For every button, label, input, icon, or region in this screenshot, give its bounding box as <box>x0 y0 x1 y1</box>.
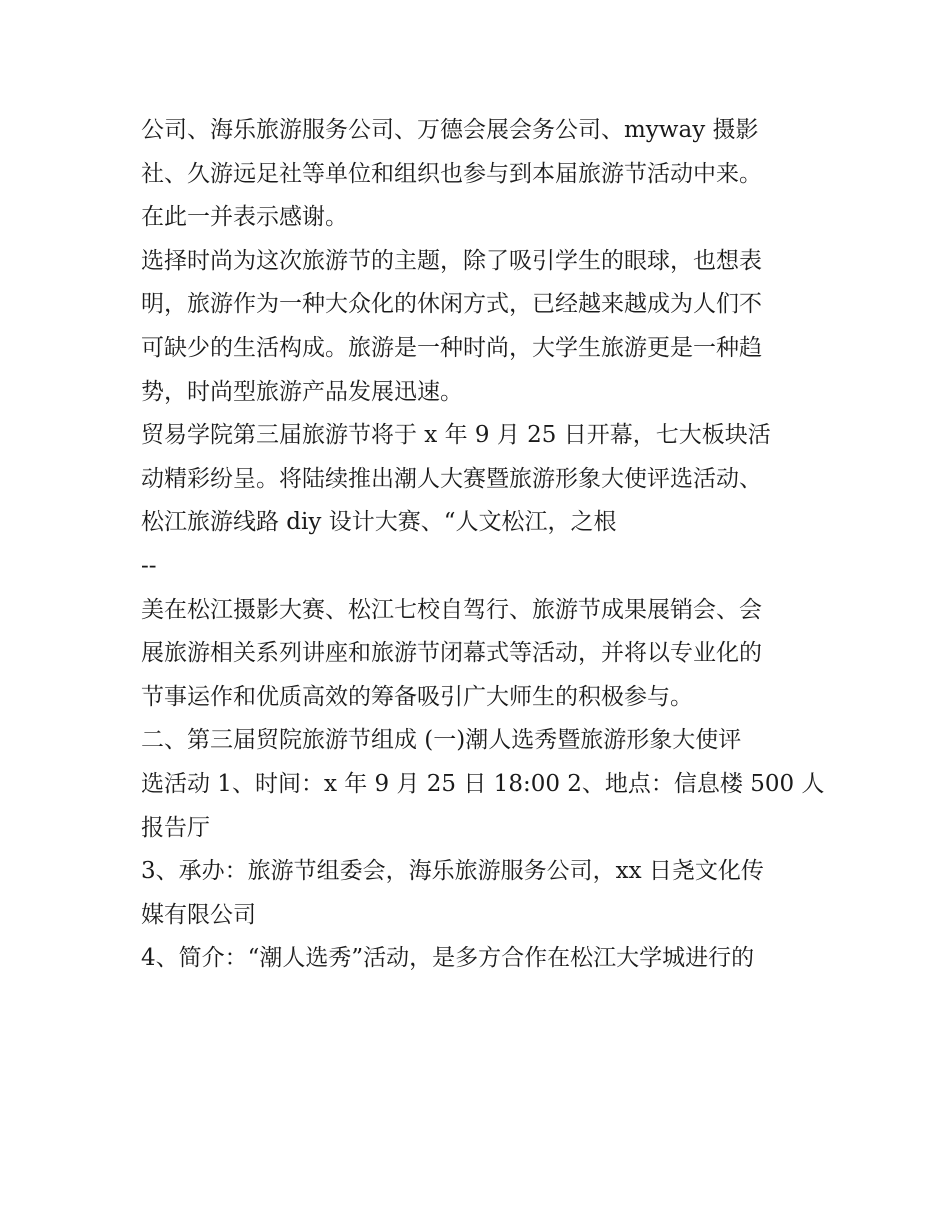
text-line: 动精彩纷呈。将陆续推出潮人大赛暨旅游形象大使评选活动、 <box>141 465 762 492</box>
text-line: 媒有限公司 <box>141 901 256 928</box>
text-line: 美在松江摄影大赛、松江七校自驾行、旅游节成果展销会、会 <box>141 596 762 623</box>
document-body <box>141 109 825 981</box>
text-line: 公司、海乐旅游服务公司、万德会展会务公司、myway 摄影 <box>141 117 759 143</box>
text-line: 节事运作和优质高效的筹备吸引广大师生的积极参与。 <box>141 683 693 710</box>
text-line: 势，时尚型旅游产品发展迅速。 <box>141 378 463 405</box>
text-line: 社、久游远足社等单位和组织也参与到本届旅游节活动中来。 <box>141 160 762 187</box>
text-line: 在此一并表示感谢。 <box>141 204 348 231</box>
text-line: 松江旅游线路 diy 设计大赛、“人文松江，之根 <box>141 509 617 536</box>
text-line: 4、简介：“潮人选秀”活动，是多方合作在松江大学城进行的 <box>141 945 755 972</box>
text-line: 二、第三届贸院旅游节组成 (一)潮人选秀暨旅游形象大使评 <box>141 727 742 754</box>
text-line: 报告厅 <box>141 814 210 841</box>
text-line: 3、承办：旅游节组委会，海乐旅游服务公司，xx 日尧文化传 <box>141 858 764 885</box>
text-line: 明，旅游作为一种大众化的休闲方式，已经越来越成为人们不 <box>141 291 762 318</box>
text-line: 可缺少的生活构成。旅游是一种时尚，大学生旅游更是一种趋 <box>141 334 762 361</box>
text-line: 贸易学院第三届旅游节将于 x 年 9 月 25 日开幕，七大板块活 <box>141 422 771 449</box>
text-line: 选活动 1、时间：x 年 9 月 25 日 18:00 2、地点：信息楼 500 人 <box>141 770 825 797</box>
text-line: 选择时尚为这次旅游节的主题，除了吸引学生的眼球，也想表 <box>141 247 762 274</box>
text-line: 展旅游相关系列讲座和旅游节闭幕式等活动，并将以专业化的 <box>141 640 762 667</box>
page-break-marker: -- <box>141 552 157 579</box>
